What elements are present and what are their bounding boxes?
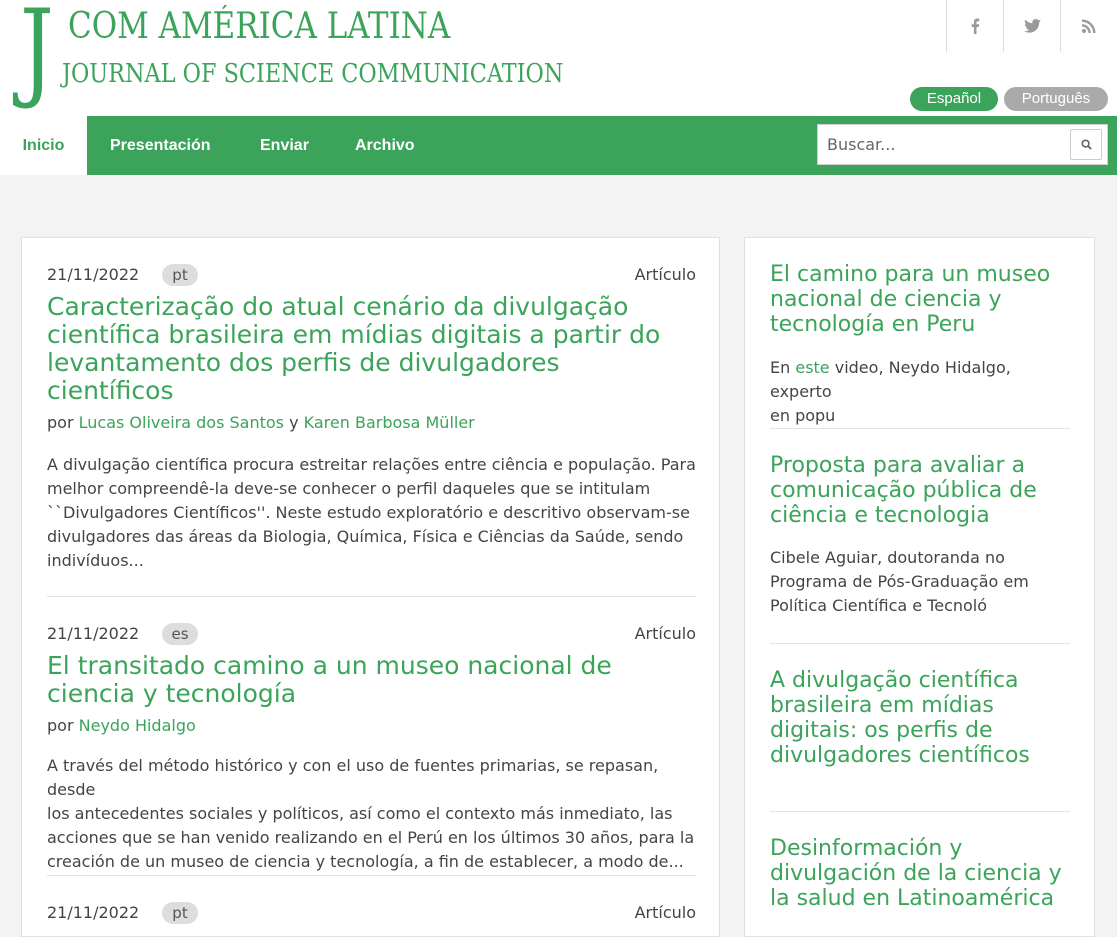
logo-title: COM AMÉRICA LATINA bbox=[68, 6, 451, 47]
title-line: El transitado camino a un museo nacional de bbox=[47, 651, 612, 680]
article-type: Artículo bbox=[634, 265, 696, 284]
author-link[interactable]: Karen Barbosa Müller bbox=[303, 413, 475, 432]
language-badge: pt bbox=[162, 902, 198, 924]
excerpt-line: Política Científica e Tecnoló bbox=[770, 596, 988, 615]
article-date: 21/11/2022 bbox=[47, 903, 140, 922]
language-espanol-button[interactable]: Español bbox=[910, 87, 998, 111]
article-divider bbox=[47, 596, 696, 597]
article-date: 21/11/2022 bbox=[47, 265, 140, 284]
article-list bbox=[21, 237, 720, 937]
nav-presentacion[interactable]: Presentación bbox=[110, 137, 211, 154]
article-authors bbox=[47, 716, 196, 736]
journal-logo[interactable] bbox=[20, 2, 640, 110]
article-title[interactable] bbox=[47, 652, 612, 708]
sidebar-divider bbox=[770, 643, 1070, 644]
title-line: científica brasileira em mídias digitais a partir do bbox=[47, 320, 661, 349]
twitter-icon bbox=[1024, 19, 1041, 33]
article-date: 21/11/2022 bbox=[47, 624, 140, 643]
sidebar-divider bbox=[770, 428, 1070, 429]
abstract-line: melhor compreendê-la deve-se conhecer o perfil daqueles que se intitulam bbox=[47, 479, 651, 498]
sidebar-news-title[interactable] bbox=[770, 262, 1050, 337]
article-abstract bbox=[47, 453, 696, 573]
and-label: y bbox=[289, 413, 299, 432]
twitter-link[interactable] bbox=[1003, 0, 1060, 52]
article-title[interactable] bbox=[47, 293, 660, 405]
title-line: tecnología en Peru bbox=[770, 312, 976, 337]
by-label: por bbox=[47, 413, 74, 432]
facebook-icon bbox=[970, 18, 980, 34]
title-line: ciencia y tecnología bbox=[47, 679, 297, 708]
title-line: Proposta para avaliar a bbox=[770, 453, 1026, 478]
video-link[interactable]: este bbox=[795, 358, 830, 377]
sidebar-news-excerpt bbox=[770, 356, 1070, 428]
title-line: Desinformación y bbox=[770, 836, 963, 861]
sidebar-news-title[interactable] bbox=[770, 668, 1030, 768]
excerpt-text: video, Neydo Hidalgo, experto bbox=[770, 358, 1011, 401]
author-link[interactable]: Lucas Oliveira dos Santos bbox=[78, 413, 284, 432]
article-type: Artículo bbox=[634, 624, 696, 643]
title-line: divulgadores científicos bbox=[770, 743, 1030, 768]
sidebar-news-excerpt bbox=[770, 546, 1070, 618]
site-header bbox=[0, 0, 1117, 116]
author-link[interactable]: Neydo Hidalgo bbox=[78, 716, 196, 735]
search-icon bbox=[1081, 139, 1092, 150]
logo-subtitle: JOURNAL OF SCIENCE COMMUNICATION bbox=[62, 59, 564, 89]
search-input[interactable] bbox=[818, 125, 1068, 164]
by-label: por bbox=[47, 716, 74, 735]
abstract-line: acciones que se han venido realizando en el Perú en los últimos 30 años, para la bbox=[47, 828, 695, 847]
sidebar-news-title[interactable] bbox=[770, 836, 1062, 911]
language-badge: pt bbox=[162, 264, 198, 286]
news-sidebar bbox=[744, 237, 1095, 937]
article-authors bbox=[47, 413, 475, 433]
nav-inicio[interactable]: Inicio bbox=[0, 116, 87, 175]
abstract-line: ``Divulgadores Científicos''. Neste estudo exploratório e descritivo observam-se bbox=[47, 503, 690, 522]
title-line: A divulgação científica bbox=[770, 668, 1019, 693]
search-button[interactable] bbox=[1070, 129, 1102, 160]
title-line: científicos bbox=[47, 376, 174, 405]
excerpt-line: Cibele Aguiar, doutoranda no bbox=[770, 548, 1005, 567]
sidebar-news-title[interactable] bbox=[770, 453, 1037, 528]
article-type: Artículo bbox=[634, 903, 696, 922]
title-line: nacional de ciencia y bbox=[770, 287, 1002, 312]
language-portugues-button[interactable]: Português bbox=[1004, 87, 1108, 111]
title-line: Caracterização do atual cenário da divulgação bbox=[47, 292, 629, 321]
abstract-line: A través del método histórico y con el uso de fuentes primarias, se repasan, desde bbox=[47, 756, 659, 799]
title-line: brasileira em mídias bbox=[770, 693, 994, 718]
language-badge: es bbox=[162, 623, 198, 645]
excerpt-line bbox=[770, 356, 1070, 404]
main-navbar bbox=[0, 116, 1117, 175]
abstract-line: los antecedentes sociales y políticos, así como el contexto más inmediato, las bbox=[47, 804, 673, 823]
title-line: digitais: os perfis de bbox=[770, 718, 993, 743]
abstract-line: indivíduos... bbox=[47, 551, 144, 570]
search-form bbox=[817, 124, 1108, 165]
sidebar-divider bbox=[770, 811, 1070, 812]
title-line: la salud en Latinoamérica bbox=[770, 886, 1055, 911]
title-line: El camino para un museo bbox=[770, 262, 1051, 287]
rss-icon bbox=[1082, 19, 1096, 33]
excerpt-text: En bbox=[770, 358, 791, 377]
title-line: levantamento dos perfis de divulgadores bbox=[47, 348, 560, 377]
abstract-line: divulgadores das áreas da Biologia, Química, Física e Ciências da Saúde, sendo bbox=[47, 527, 684, 546]
title-line: ciência e tecnologia bbox=[770, 503, 990, 528]
logo-letter-j: J bbox=[20, 0, 54, 112]
rss-link[interactable] bbox=[1060, 0, 1117, 52]
abstract-line: creación de un museo de ciencia y tecnología, a fin de establecer, a modo de... bbox=[47, 852, 684, 871]
abstract-line: A divulgação científica procura estreitar relações entre ciência e população. Para bbox=[47, 455, 696, 474]
title-line: comunicação pública de bbox=[770, 478, 1037, 503]
title-line: divulgación de la ciencia y bbox=[770, 861, 1062, 886]
excerpt-line: en popu bbox=[770, 406, 836, 425]
nav-archivo[interactable]: Archivo bbox=[355, 137, 415, 154]
nav-enviar[interactable]: Enviar bbox=[260, 137, 309, 154]
article-divider bbox=[47, 875, 696, 876]
excerpt-line: Programa de Pós-Graduação em bbox=[770, 572, 1029, 591]
article-abstract bbox=[47, 754, 696, 874]
facebook-link[interactable] bbox=[946, 0, 1003, 52]
